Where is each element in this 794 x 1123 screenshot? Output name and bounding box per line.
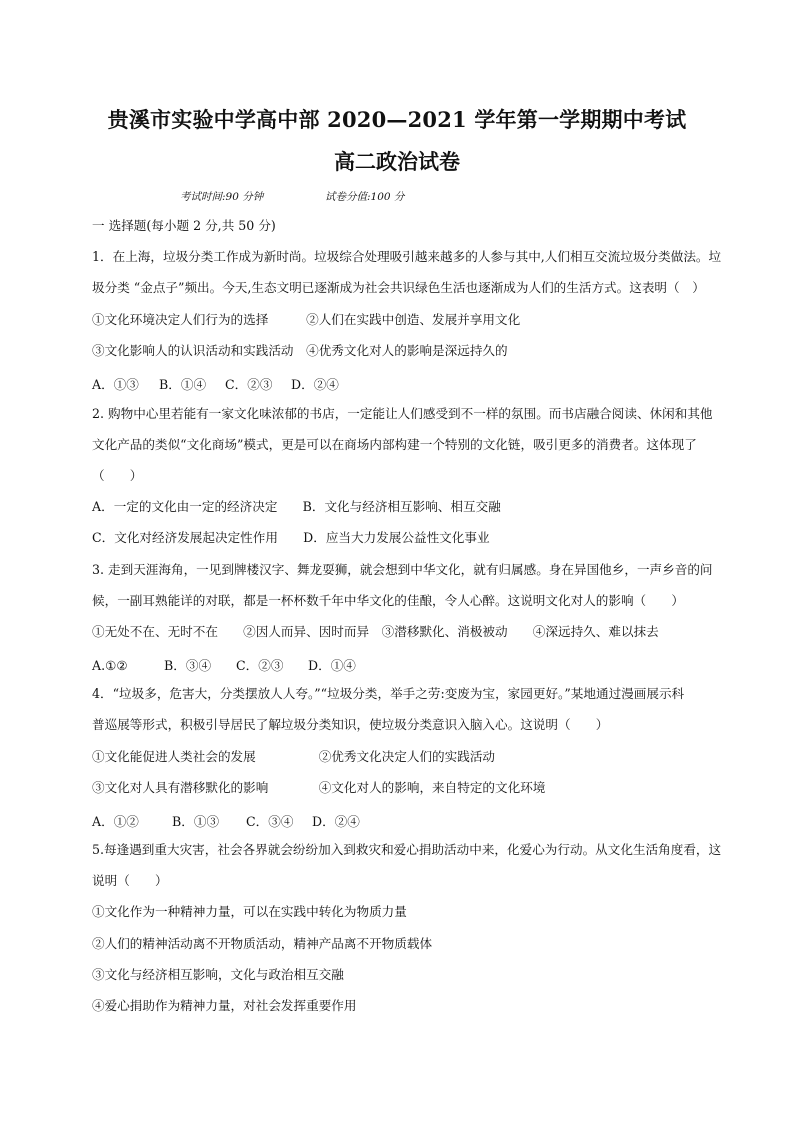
option-b: B．①③ (172, 814, 220, 829)
exam-subtitle: 高二政治试卷 (334, 149, 460, 174)
question-3-statements: ①无处不在、无时不在 ②因人而异、因时而异 ③潜移默化、消极被动 ④深远持久、难以抹去 (92, 624, 659, 639)
option-d: D．②④ (291, 377, 339, 392)
question-4-line-1: 4．“垃圾多，危害大，分类摆放人人夸。”“垃圾分类，举手之劳:变废为宝，家园更好。”某地通过漫画展示科 (92, 686, 685, 701)
question-1-line-2: 圾分类 “金点子”频出。今天,生态文明已逐渐成为社会共识绿色生活也逐渐成为人们的生活方式。这表明（ ） (92, 280, 705, 295)
question-3-options (92, 655, 356, 674)
option-a: A.①② (92, 658, 128, 673)
option-d: D．②④ (312, 814, 360, 829)
question-5-statement-3: ③文化与经济相互影响，文化与政治相互交融 (92, 967, 344, 982)
question-2-options-ab: A．一定的文化由一定的经济决定 B．文化与经济相互影响、相互交融 (92, 499, 501, 514)
question-5-statement-4: ④爱心捐助作为精神力量，对社会发挥重要作用 (92, 998, 357, 1013)
question-4-statement-b: ③文化对人具有潜移默化的影响 ④文化对人的影响，来自特定的文化环境 (92, 780, 546, 795)
question-1-statement-a: ①文化环境决定人们行为的选择 ②人们在实践中创造、发展并享用文化 (92, 312, 521, 327)
question-2-line-2: 文化产品的类似“文化商场”模式，更是可以在商场内部构建一个特别的文化链，吸引更多的消费者。这体现了 (92, 437, 697, 452)
exam-time: 考试时间:90 分钟 (180, 191, 264, 203)
question-4-statement-a: ①文化能促进人类社会的发展 ②优秀文化决定人们的实践活动 (92, 749, 495, 764)
section-heading: 一 选择题(每小题 2 分,共 50 分) (92, 218, 276, 233)
exam-title: 贵溪市实验中学高中部 2020—2021 学年第一学期期中考试 (107, 107, 687, 132)
question-3-line-1: 3. 走到天涯海角，一见到牌楼汉字、舞龙耍狮，就会想到中华文化，就有归属感。身在异国他乡，一声乡音的问 (92, 562, 713, 577)
question-2-options-cd: C．文化对经济发展起决定性作用 D．应当大力发展公益性文化事业 (92, 530, 490, 545)
question-1-statement-b: ③文化影响人的认识活动和实践活动 ④优秀文化对人的影响是深远持久的 (92, 343, 508, 358)
question-5-statement-1: ①文化作为一种精神力量，可以在实践中转化为物质力量 (92, 904, 407, 919)
option-a: A．①③ (92, 377, 139, 392)
option-b: B．③④ (164, 658, 212, 673)
question-2-line-1: 2. 购物中心里若能有一家文化味浓郁的书店，一定能让人们感受到不一样的氛围。而书店融合阅读、休闲和其他 (92, 406, 713, 421)
question-1-line-1: 1．在上海，垃圾分类工作成为新时尚。垃圾综合处理吸引越来越多的人参与其中,人们相互交流垃圾分类做法。垃 (92, 249, 722, 264)
option-a: A．①② (92, 814, 139, 829)
question-3-line-2: 候，一副耳熟能详的对联，都是一杯杯数千年中华文化的佳酿，令人心醉。这说明文化对人的影响（ ） (92, 593, 684, 608)
full-score: 试卷分值:100 分 (325, 191, 405, 203)
question-4-options (92, 811, 360, 830)
option-c: C．②③ (236, 658, 284, 673)
question-4-line-2: 普巡展等形式，积极引导居民了解垃圾分类知识，使垃圾分类意识入脑入心。这说明（ ） (92, 717, 609, 732)
option-c: C．②③ (225, 377, 273, 392)
question-2-line-3: （ ） (92, 468, 143, 483)
option-d: D．①④ (308, 658, 356, 673)
question-5-statement-2: ②人们的精神活动离不开物质活动，精神产品离不开物质载体 (92, 936, 433, 951)
question-1-options (92, 374, 339, 393)
option-c: C．③④ (246, 814, 294, 829)
question-5-line-1: 5.每逢遇到重大灾害，社会各界就会纷纷加入到救灾和爱心捐助活动中来，化爱心为行动。从文化生活角度看，这 (92, 842, 722, 857)
question-5-line-2: 说明（ ） (92, 873, 168, 888)
option-b: B．①④ (159, 377, 207, 392)
